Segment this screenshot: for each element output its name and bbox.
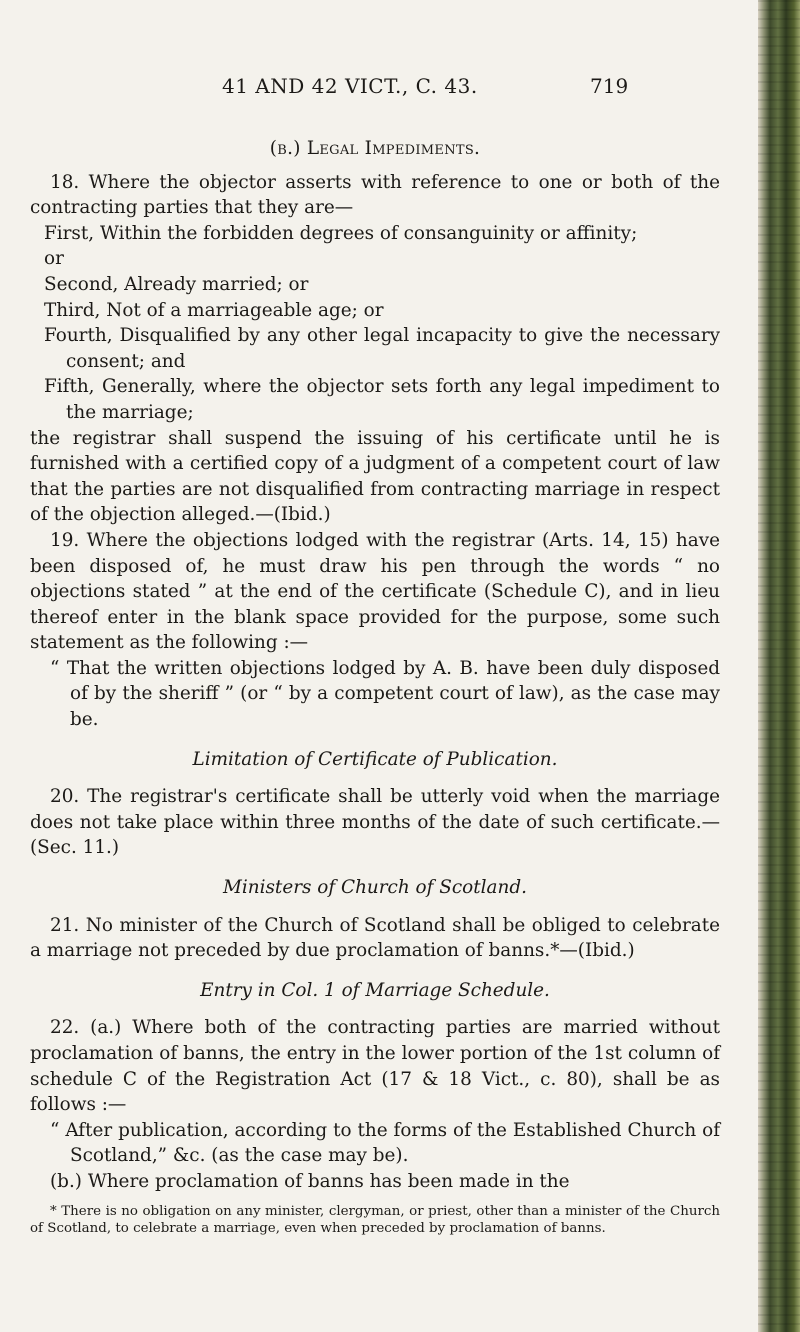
impediment-item-fifth: Fifth, Generally, where the objector sets forth any legal impediment to the marriage; [44,376,720,423]
book-binding-edge [758,0,800,1332]
paragraph-20: 20. The registrar's certificate shall be utterly void when the marriage does not take place within three months of the date of such certificate.—(Sec. 11.) [30,786,720,859]
section-heading-limitation: Limitation of Certificate of Publication. [192,748,558,770]
paragraph-22b: (b.) Where proclamation of banns has been made in the [50,1170,570,1192]
page-header [0,74,758,110]
paragraph-18-intro: 18. Where the objector asserts with reference to one or both of the contracting parties that they are— [30,171,720,219]
section-heading-ministers: Ministers of Church of Scotland. [223,877,527,899]
paragraph-21: 21. No minister of the Church of Scotland shall be obliged to celebrate a marriage not preceded by due proclamation of banns.*—(Ibid.) [30,914,720,962]
paragraph-19: 19. Where the objections lodged with the registrar (Arts. 14, 15) have been disposed of, he must draw his pen through the words “ no objections stated ” at the end of the certificate (Schedule C), and in lieu thereof enter in the blank space provided for the purpose, some such statement as the following :— [30,529,720,654]
paragraph-22a-quote: “ After publication, according to the forms of the Established Church of Scotland,” &c. (as the case may be). [50,1119,720,1167]
page-body [30,136,720,1237]
impediment-item-third: Third, Not of a marriageable age; or [44,299,384,321]
section-heading-entry: Entry in Col. 1 of Marriage Schedule. [200,979,550,1001]
footnote: * There is no obligation on any minister, clergyman, or priest, other than a minister of the Church of Scotland, to celebrate a marriage, even when preceded by proclamation of banns. [30,1203,720,1236]
paragraph-19-quote: “ That the written objections lodged by A. B. have been duly disposed of by the sheriff ” (or “ by a competent court of law), as the case may be. [50,657,720,731]
paragraph-18-conclusion: the registrar shall suspend the issuing of his certificate until he is furnished with a certified copy of a judgment of a competent court of law that the parties are not disqualified from contracting marriage in respect of the objection alleged.—(Ibid.) [30,427,720,526]
impediment-item-second: Second, Already married; or [44,273,309,295]
impediment-connector-or: or [44,248,64,270]
paragraph-22a: 22. (a.) Where both of the contracting parties are married without proclamation of banns, the entry in the lower portion of the 1st column of schedule C of the Registration Act (17 & 18 Vict., c. 80), shall be as follows :— [30,1017,720,1116]
running-title: 41 AND 42 VICT., C. 43. [222,74,478,98]
page-number: 719 [590,74,629,98]
section-heading-legal-impediments: (b.) Legal Impediments. [269,138,481,159]
impediment-item-first: First, Within the forbidden degrees of consanguinity or affinity; [44,222,638,244]
impediment-item-fourth: Fourth, Disqualified by any other legal incapacity to give the necessary consent; and [44,325,720,372]
